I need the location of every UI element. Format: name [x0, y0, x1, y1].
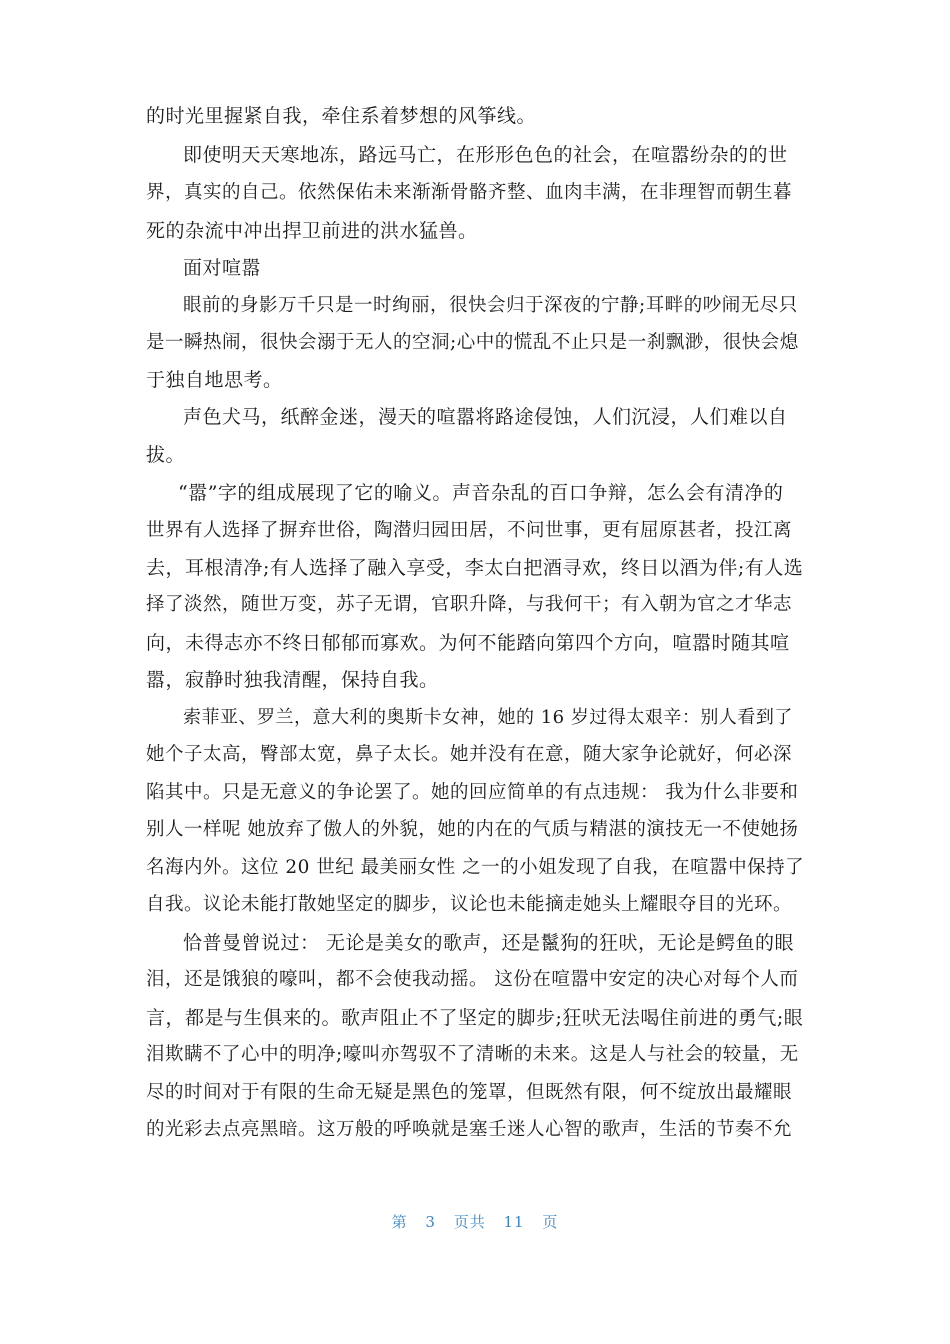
text-line: “嚣”字的组成展现了它的喻义。声音杂乱的百口争辩，怎么会有清净的 — [178, 482, 784, 504]
text-line: 择了淡然，随世万变，苏子无谓，官职升降，与我何干；有入朝为官之才华志 — [146, 594, 793, 615]
text-line: 拔。 — [146, 444, 186, 466]
text-line: 是一瞬热闹，很快会溺于无人的空洞;心中的慌乱不止只是一刹飘渺，很快会熄 — [146, 332, 799, 353]
footer-label-ye-gong: 页共 — [453, 1213, 486, 1231]
text-line: 界，真实的自己。依然保佑未来渐渐骨骼齐整、血肉丰满，在非理智而朝生暮 — [146, 182, 793, 203]
text-line: 眼前的身影万千只是一时绚丽，很快会归于深夜的宁静;耳畔的吵闹无尽只 — [183, 295, 798, 316]
section-heading: 面对喧嚣 — [183, 257, 262, 279]
text-line: 向，未得志亦不终日郁郁而寡欢。为何不能踏向第四个方向，喧嚣时随其喧 — [146, 632, 790, 654]
text-line: 于独自地思考。 — [146, 369, 283, 391]
text-line: 嚣，寂静时独我清醒，保持自我。 — [146, 669, 439, 691]
text-line: 她个子太高，臀部太宽，鼻子太长。她并没有在意，随大家争论就好，何必深 — [146, 744, 793, 765]
footer-label-di: 第 — [391, 1213, 408, 1231]
text-line: 的光彩去点亮黑暗。这万般的呼唤就是塞壬迷人心智的歌声，生活的节奏不允 — [146, 1119, 793, 1140]
text-line: 索菲亚、罗兰，意大利的奥斯卡女神，她的 16 岁过得太艰辛：别人看到了 — [183, 707, 793, 728]
text-line: 名海内外。这位 20 世纪 最美丽女性 之一的小姐发现了自我，在喧嚣中保持了 — [146, 857, 805, 878]
current-page-number: 3 — [425, 1213, 436, 1231]
text-line: 死的杂流中冲出捍卫前进的洪水猛兽。 — [146, 220, 478, 242]
text-line: 自我。议论未能打散她坚定的脚步，议论也未能摘走她头上耀眼夺目的光环。 — [146, 894, 793, 915]
text-line: 的时光里握紧自我，牵住系着梦想的风筝线。 — [146, 105, 537, 127]
text-line: 尽的时间对于有限的生命无疑是黑色的笼罩，但既然有限，何不绽放出最耀眼 — [146, 1082, 793, 1103]
text-line: 泪，还是饿狼的嚎叫，都不会使我动摇。 这份在喧嚣中安定的决心对每个人而 — [146, 969, 799, 990]
text-line: 言，都是与生俱来的。歌声阻止不了坚定的脚步;狂吠无法喝住前进的勇气;眼 — [146, 1007, 804, 1029]
text-line: 去，耳根清净;有人选择了融入享受，李太白把酒寻欢，终日以酒为伴;有人选 — [146, 557, 804, 579]
text-line: 声色犬马，纸醉金迷，漫天的喧嚣将路途侵蚀，人们沉浸，人们难以自 — [183, 406, 788, 428]
footer-label-ye: 页 — [542, 1213, 559, 1231]
text-line: 泪欺瞒不了心中的明净;嚎叫亦驾驭不了清晰的未来。这是人与社会的较量，无 — [146, 1044, 799, 1065]
page-footer — [0, 1211, 950, 1232]
text-line: 世界有人选择了摒弃世俗，陶潜归园田居，不问世事，更有屈原甚者，投江离 — [146, 520, 793, 541]
total-page-count: 11 — [503, 1213, 525, 1231]
text-line: 即使明天天寒地冻，路远马亡，在形形色色的社会，在喧嚣纷杂的的世 — [183, 144, 788, 166]
text-line: 陷其中。只是无意义的争论罢了。她的回应简单的有点违规： 我为什么非要和 — [146, 782, 799, 803]
text-line: 别人一样呢 她放弃了傲人的外貌，她的内在的气质与精湛的演技无一不使她扬 — [146, 819, 799, 840]
text-line: 恰普曼曾说过： 无论是美女的歌声，还是鬣狗的狂吠，无论是鳄鱼的眼 — [183, 932, 795, 954]
